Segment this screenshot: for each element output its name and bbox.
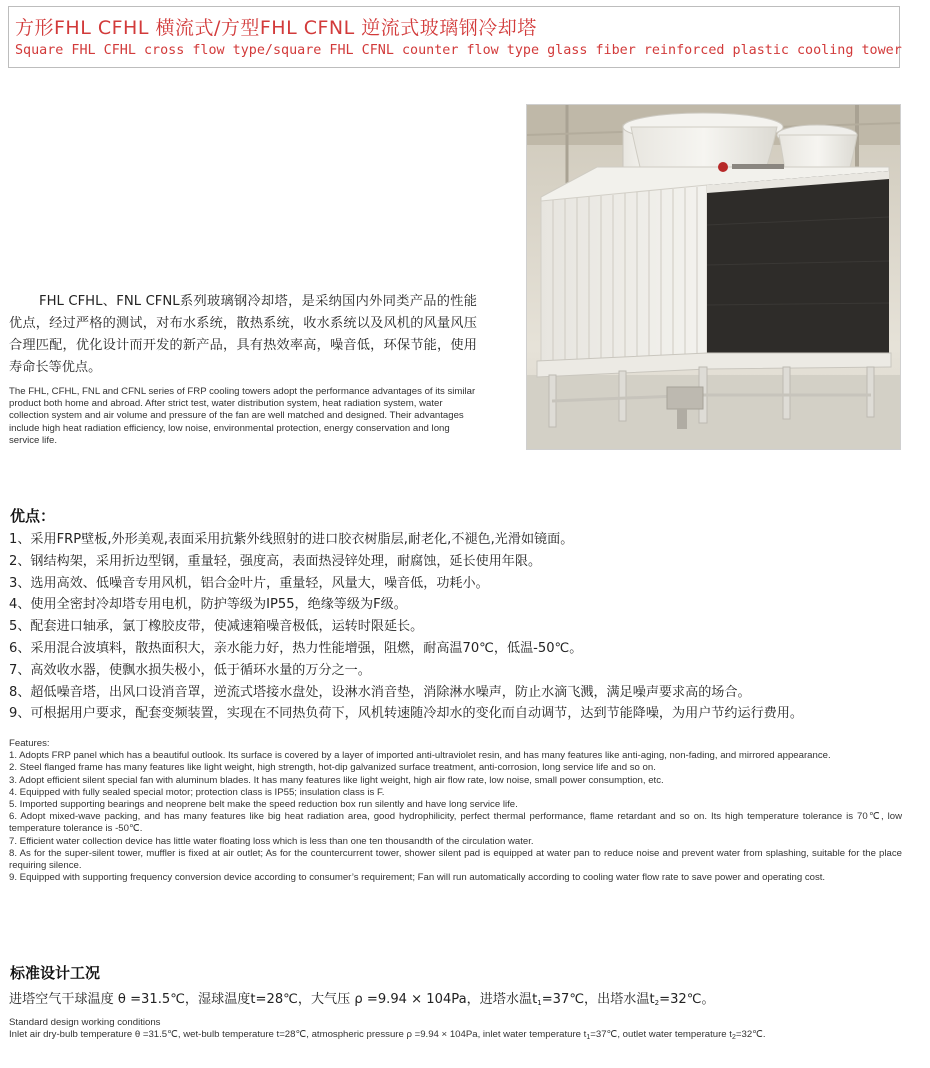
advantages-list [9,529,924,725]
advantage-item: 6、采用混合波填料，散热面积大，亲水能力好，热力性能增强，阻燃，耐高温70℃，低温-50℃。 [9,640,583,656]
feature-item: 3. Adopt efficient silent special fan with aluminum blades. It has many features like light weight, high air flow rate, low noise, small power consumption, etc. [9,774,664,786]
intro-chinese [9,291,477,379]
feature-item: 7. Efficient water collection device has little water floating loss which is less than one ten thousandth of the circulation water. [9,835,534,847]
std-en-part: =32℃. [735,1029,766,1040]
standard-conditions-english [9,1029,766,1041]
std-en-part: =37℃, outlet water temperature t [590,1029,732,1040]
advantage-item: 8、超低噪音塔，出风口设消音罩，逆流式塔接水盘处，设淋水消音垫，消除淋水噪声，防止水滴飞溅，满足噪声要求高的场合。 [9,684,751,700]
advantage-item: 1、采用FRP壁板,外形美观,表面采用抗紫外线照射的进口胶衣树脂层,耐老化,不褪色,光滑如镜面。 [9,532,574,547]
std-cn-part: 进塔空气干球温度 θ =31.5℃，湿球温度t=28℃，大气压 ρ =9.94 × 104Pa，进塔水温t [9,992,538,1007]
std-cn-part: =32℃。 [659,992,715,1007]
feature-item: 8. As for the super-silent tower, muffler is fixed at air outlet; As for the countercurrent tower, shower silent pad is equipped at water pan to reduce noise and prevent water from splashing, suitable for the place requiring silence. [9,847,902,872]
advantage-item: 3、选用高效、低噪音专用风机，铝合金叶片，重量轻，风量大，噪音低，功耗小。 [9,575,489,591]
standard-conditions-english-title: Standard design working conditions [9,1017,161,1028]
advantage-item: 9、可根据用户要求，配套变频装置，实现在不同热负荷下，风机转速随冷却水的变化而自动调节，达到节能降噪，为用户节约运行费用。 [9,706,803,722]
feature-item: 4. Equipped with fully sealed special motor; protection class is IP55; insulation class is F. [9,786,385,798]
std-en-part: Inlet air dry-bulb temperature θ =31.5℃, wet-bulb temperature t=28℃, atmospheric pressure ρ =9.94 × 104Pa, inlet water temperature t [9,1029,587,1040]
advantage-item: 4、使用全密封冷却塔专用电机，防护等级为IP55，绝缘等级为F级。 [9,597,407,613]
page-title-en: Square FHL CFHL cross flow type/square FHL CFNL counter flow type glass fiber reinforced plastic cooling tower [15,43,902,58]
feature-item: 5. Imported supporting bearings and neoprene belt make the speed reduction box run silently and have long service life. [9,799,518,811]
std-cn-part: =37℃，出塔水温t [541,992,655,1007]
subscript-2: 2 [654,999,660,1007]
feature-item: 6. Adopt mixed-wave packing, and has many features like big heat radiation area, good hydrophilicity, perfect thermal performance, flame retardant and so on. Its high temperature tolerance is 70℃, low temperature tolerance is -50℃. [9,811,902,835]
standard-conditions-heading: 标准设计工况 [10,964,101,982]
feature-item: 2. Steel flanged frame has many features like light weight, high strength, hot-dip galvanized surface treatment, anti-corrosion, long service life and so on. [9,762,656,774]
feature-item: 1. Adopts FRP panel which has a beautiful outlook. Its surface is covered by a layer of imported anti-ultraviolet resin, and has many features like anti-aging, non-fading, and mirrored appearance. [9,750,831,762]
advantage-item: 7、高效收水器，使飘水损失极小，低于循环水量的万分之一。 [9,662,371,678]
subscript-1: 1 [586,1034,591,1041]
advantage-item: 5、配套进口轴承，氯丁橡胶皮带，使减速箱噪音极低，运转时限延长。 [9,619,424,635]
subscript-2: 2 [731,1034,736,1041]
feature-item: 9. Equipped with supporting frequency conversion device according to consumer’s requirement; Fan will run automatically according to cooling water flow rate to save power and operating cost. [9,872,826,884]
intro-chinese-text: FHL CFHL、FNL CFNL系列玻璃钢冷却塔，是采纳国内外同类产品的性能优点，经过严格的测试，对布水系统，散热系统，收水系统以及风机的风量风压合理匹配，优化设计而开发的新产品，具有热效率高，噪音低，环保节能，使用寿命长等优点。 [9,294,477,375]
page-title-cn: 方形FHL CFHL 横流式/方型FHL CFNL 逆流式玻璃钢冷却塔 [15,17,537,39]
intro-english: The FHL, CFHL, FNL and CFNL series of FRP cooling towers adopt the performance advantages of its similar product both home and abroad. After strict test, water distribution system, heat radiation system, water collection system and air volume and pressure of the fan are well matched and designed. Their advantages include high heat radiation efficiency, low noise, environmental protection, energy conservation and long service life. [9,386,476,446]
advantage-item: 2、钢结构架，采用折边型钢，重量轻，强度高，表面热浸锌处理，耐腐蚀，延长使用年限。 [9,553,542,569]
subscript-1: 1 [537,999,542,1007]
standard-conditions-chinese [9,988,715,1007]
features-section [9,738,902,884]
cooling-tower-photo [526,104,901,450]
title-banner [8,6,900,68]
advantages-heading: 优点： [10,507,56,525]
features-heading: Features: [9,738,50,749]
